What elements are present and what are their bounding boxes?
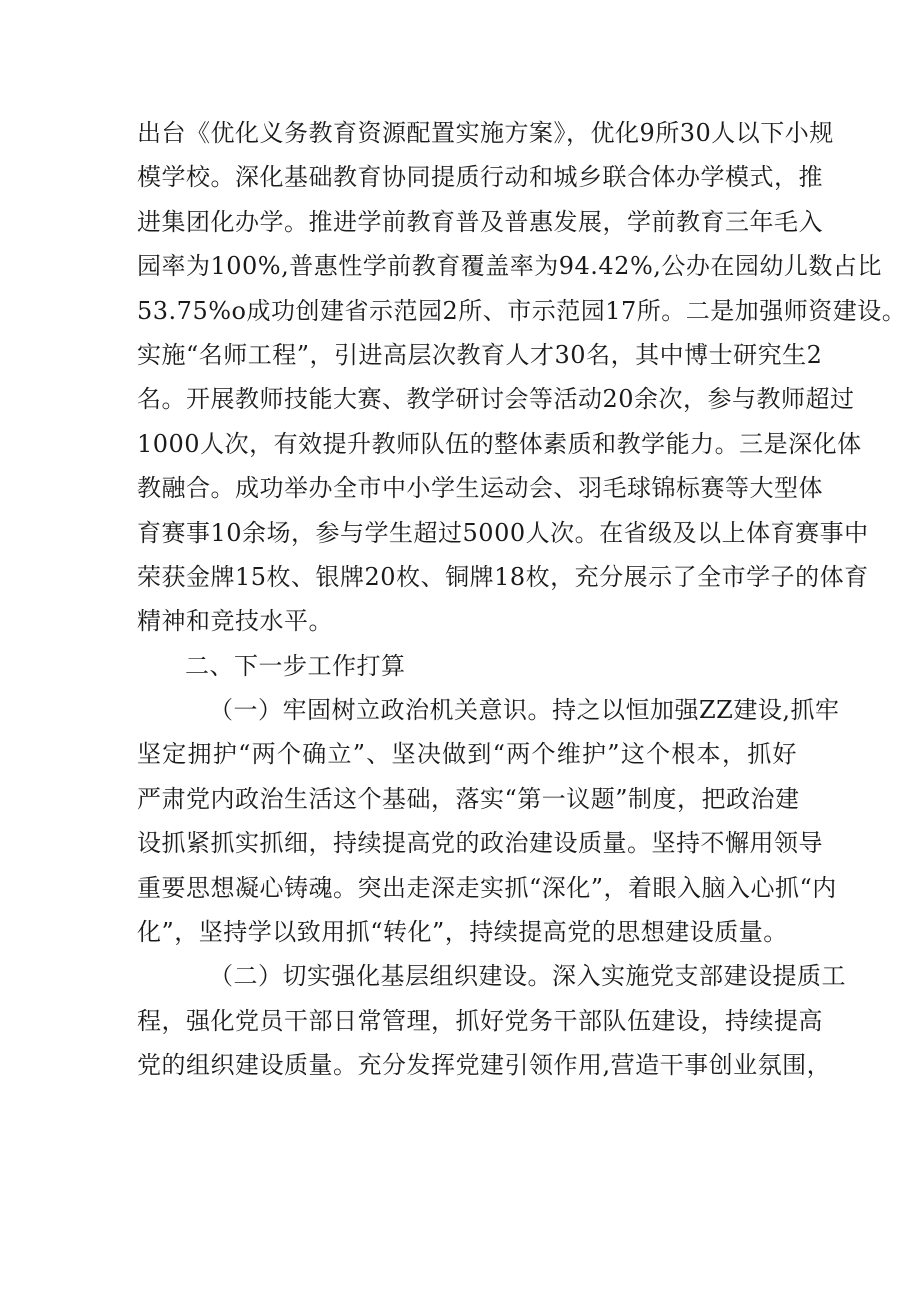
text-line: 重要思想凝心铸魂。突出走深走实抓“深化”，着眼入脑入心抓“内 [137, 873, 837, 902]
document-body [137, 111, 907, 1088]
text-line: 名。开展教师技能大赛、教学研讨会等活动20余次，参与教师超过 [137, 385, 855, 414]
text-line: 实施“名师工程”，引进高层次教育人才30名，其中博士研究生2 [137, 340, 823, 369]
text-line: 1000人次，有效提升教师队伍的整体素质和教学能力。三是深化体 [137, 429, 862, 458]
text-line: （二）切实强化基层组织建设。深入实施党支部建设提质工 [209, 962, 846, 991]
text-line: 化”，坚持学以致用抓“转化”，持续提高党的思想建设质量。 [137, 918, 788, 947]
text-line: 严肃党内政治生活这个基础，落实“第一议题”制度，把政治建 [137, 784, 800, 813]
text-line: 出台《优化义务教育资源配置实施方案》，优化9所30人以下小规 [137, 119, 834, 147]
text-line: 程，强化党员干部日常管理，抓好党务干部队伍建设，持续提高 [137, 1006, 823, 1035]
paragraph-item-2 [137, 954, 846, 1087]
heading-text: 二、下一步工作打算 [185, 651, 406, 680]
text-line: 模学校。深化基础教育协同提质行动和城乡联合体办学模式，推 [137, 163, 823, 192]
paragraph-item-1 [137, 688, 840, 954]
text-line: 进集团化办学。推进学前教育普及普惠发展，学前教育三年毛入 [137, 207, 823, 236]
section-heading [137, 644, 797, 688]
text-line: 精神和竞技水平。 [137, 607, 333, 636]
text-line: 育赛事10余场，参与学生超过5000人次。在省级及以上体育赛事中 [137, 518, 869, 547]
text-line: 53.75%o成功创建省示范园2所、市示范园17所。二是加强师资建设。 [137, 296, 907, 325]
paragraph-continuation [137, 111, 907, 644]
text-line: 坚定拥护“两个确立”、坚决做到“两个维护”这个根本，抓好 [137, 740, 797, 769]
text-line: 荣获金牌15枚、银牌20枚、铜牌18枚，充分展示了全市学子的体育 [137, 562, 869, 591]
text-line: （一）牢固树立政治机关意识。持之以恒加强ZZ建设,抓牢 [209, 696, 840, 725]
text-line: 党的组织建设质量。充分发挥党建引领作用,营造干事创业氛围， [137, 1051, 832, 1080]
text-line: 教融合。成功举办全市中小学生运动会、羽毛球锦标赛等大型体 [137, 474, 823, 503]
text-line: 园率为100%,普惠性学前教育覆盖率为94.42%,公办在园幼儿数占比 [137, 252, 882, 281]
text-line: 设抓紧抓实抓细，持续提高党的政治建设质量。坚持不懈用领导 [137, 829, 823, 858]
